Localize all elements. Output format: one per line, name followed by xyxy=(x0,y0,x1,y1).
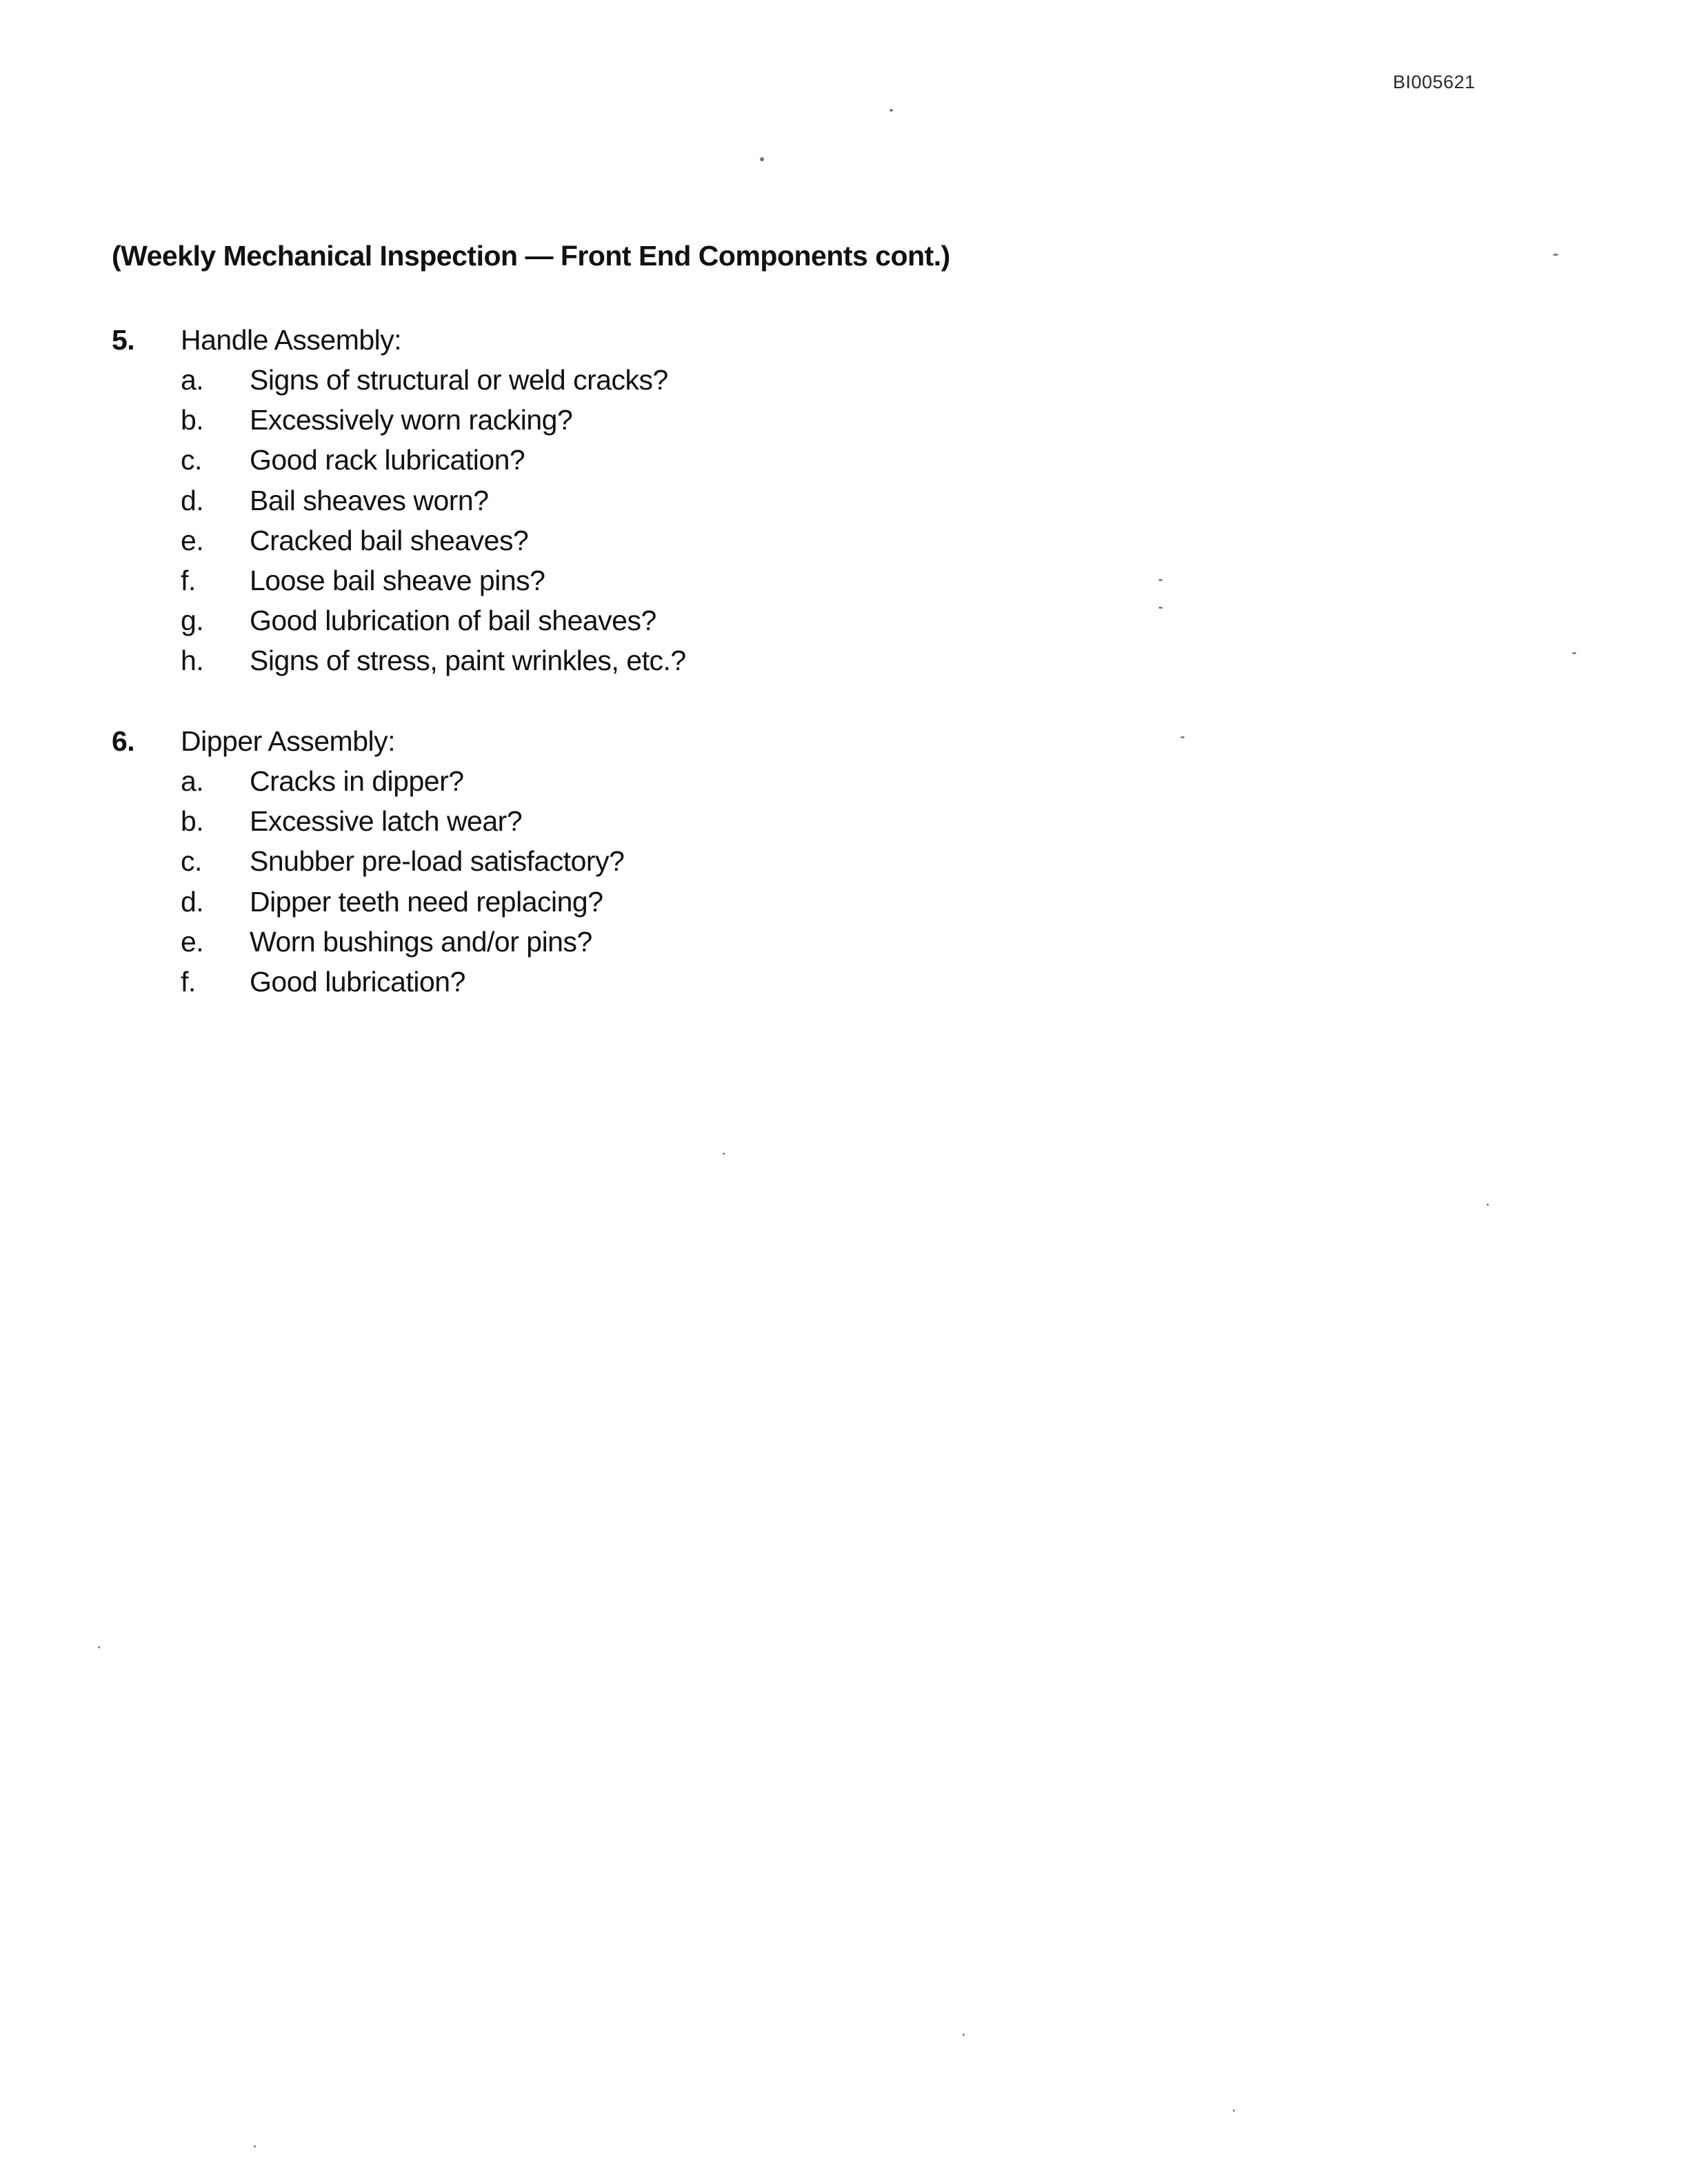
item-text: Good lubrication of bail sheaves? xyxy=(250,605,656,637)
scan-speck xyxy=(1180,736,1185,738)
item-letter: a. xyxy=(181,364,204,396)
section-number: 6. xyxy=(112,725,135,757)
item-text: Signs of stress, paint wrinkles, etc.? xyxy=(250,645,686,677)
item-text: Good rack lubrication? xyxy=(250,444,525,476)
item-letter: b. xyxy=(181,805,204,838)
item-letter: e. xyxy=(181,925,204,958)
item-letter: f. xyxy=(181,564,196,596)
scan-speck xyxy=(1487,1204,1489,1206)
item-letter: a. xyxy=(181,765,204,797)
item-text: Signs of structural or weld cracks? xyxy=(250,364,668,396)
item-text: Cracks in dipper? xyxy=(250,765,464,797)
item-text: Loose bail sheave pins? xyxy=(250,564,545,596)
page-heading: (Weekly Mechanical Inspection — Front End Components cont.) xyxy=(112,240,950,272)
section-number: 5. xyxy=(112,324,135,356)
item-letter: b. xyxy=(181,404,204,436)
item-letter: c. xyxy=(181,444,202,476)
item-text: Bail sheaves worn? xyxy=(250,484,489,516)
section-title: Handle Assembly: xyxy=(181,324,402,356)
item-letter: e. xyxy=(181,524,204,556)
scan-speck xyxy=(1572,652,1576,654)
scan-speck xyxy=(723,1153,725,1155)
scan-speck xyxy=(98,1646,100,1648)
item-text: Snubber pre-load satisfactory? xyxy=(250,845,625,878)
item-text: Good lubrication? xyxy=(250,965,465,998)
item-text: Cracked bail sheaves? xyxy=(250,524,529,556)
scan-speck xyxy=(1553,254,1558,256)
item-letter: g. xyxy=(181,605,204,637)
scan-speck xyxy=(963,2034,965,2036)
item-text: Excessively worn racking? xyxy=(250,404,573,436)
scan-speck xyxy=(254,2145,256,2147)
item-letter: c. xyxy=(181,845,202,878)
scan-speck xyxy=(760,157,764,161)
item-letter: h. xyxy=(181,645,204,677)
scan-speck xyxy=(1158,607,1163,609)
scan-speck xyxy=(1233,2110,1235,2112)
item-letter: d. xyxy=(181,885,204,918)
document-id: BI005621 xyxy=(1393,72,1476,92)
scan-speck xyxy=(1158,579,1163,581)
item-letter: d. xyxy=(181,484,204,516)
section-title: Dipper Assembly: xyxy=(181,725,396,757)
item-text: Worn bushings and/or pins? xyxy=(250,925,592,958)
item-text: Dipper teeth need replacing? xyxy=(250,885,603,918)
scan-speck xyxy=(890,109,893,112)
item-letter: f. xyxy=(181,965,196,998)
item-text: Excessive latch wear? xyxy=(250,805,523,838)
